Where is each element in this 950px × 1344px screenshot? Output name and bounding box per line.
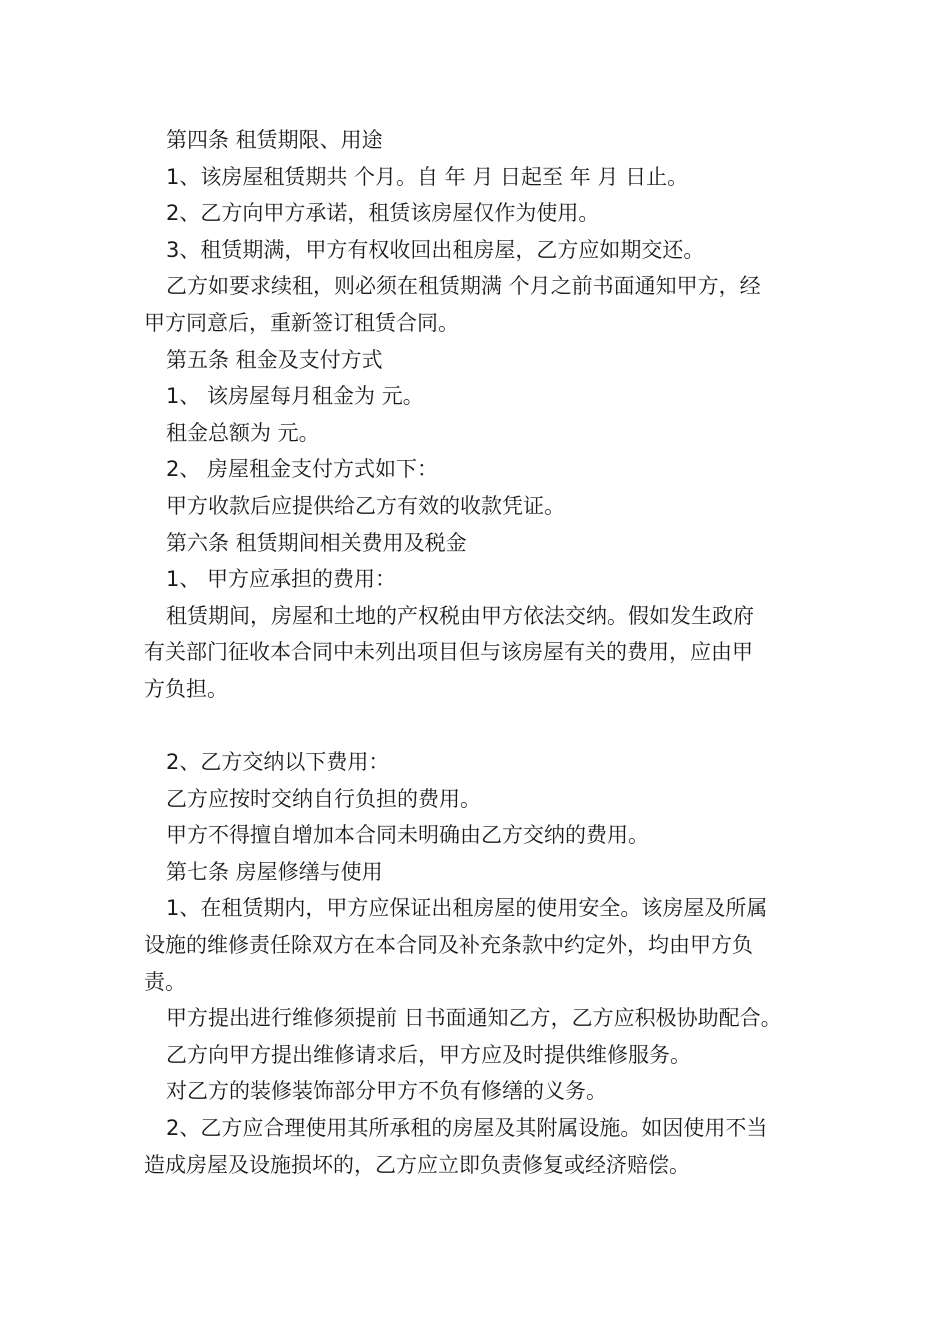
article-7-clause-1-line-3: 责。 (144, 969, 186, 994)
article-7-clause-1-line-2: 设施的维修责任除双方在本合同及补充条款中约定外，均由甲方负 (144, 933, 753, 958)
article-5-clause-2: 2、 房屋租金支付方式如下： (166, 457, 439, 482)
renewal-paragraph-line-1: 乙方如要求续租，则必须在租赁期满 个月之前书面通知甲方，经 (166, 274, 761, 299)
rent-total-line: 租金总额为 元。 (166, 420, 320, 445)
article-5-heading: 第五条 租金及支付方式 (166, 347, 383, 372)
article-6-clause-1: 1、 甲方应承担的费用： (166, 567, 397, 592)
article-4-clause-2: 2、乙方向甲方承诺，租赁该房屋仅作为使用。 (166, 201, 600, 226)
article-5-clause-1: 1、 该房屋每月租金为 元。 (166, 384, 424, 409)
article-7-clause-1-line-1: 1、在租赁期内，甲方应保证出租房屋的使用安全。该房屋及所属 (166, 896, 768, 921)
repair-notice-line: 甲方提出进行维修须提前 日书面通知乙方，乙方应积极协助配合。 (166, 1006, 782, 1031)
tax-paragraph-line-1: 租赁期间，房屋和土地的产权税由甲方依法交纳。假如发生政府 (166, 603, 754, 628)
article-6-heading: 第六条 租赁期间相关费用及税金 (166, 530, 467, 555)
receipt-line: 甲方收款后应提供给乙方有效的收款凭证。 (166, 493, 565, 518)
article-4-heading: 第四条 租赁期限、用途 (166, 128, 383, 152)
article-4-clause-1: 1、该房屋租赁期共 个月。自 年 月 日起至 年 月 日止。 (166, 164, 689, 189)
paragraph-spacer (144, 708, 814, 745)
document-body (144, 122, 814, 1183)
renewal-paragraph-line-2: 甲方同意后，重新签订租赁合同。 (144, 310, 459, 335)
article-7-heading: 第七条 房屋修缮与使用 (166, 859, 383, 884)
tax-paragraph-line-2: 有关部门征收本合同中未列出项目但与该房屋有关的费用，应由甲 (144, 640, 753, 665)
landlord-fees-line: 甲方不得擅自增加本合同未明确由乙方交纳的费用。 (166, 823, 649, 848)
article-6-clause-2: 2、乙方交纳以下费用： (166, 750, 390, 775)
repair-request-line: 乙方向甲方提出维修请求后，甲方应及时提供维修服务。 (166, 1042, 691, 1067)
article-7-clause-2-line-1: 2、乙方应合理使用其所承租的房屋及其附属设施。如因使用不当 (166, 1116, 768, 1141)
article-7-clause-2-line-2: 造成房屋及设施损坏的，乙方应立即负责修复或经济赔偿。 (144, 1152, 690, 1177)
decoration-line: 对乙方的装修装饰部分甲方不负有修缮的义务。 (166, 1079, 607, 1104)
tenant-fees-line: 乙方应按时交纳自行负担的费用。 (166, 786, 481, 811)
tax-paragraph-line-3: 方负担。 (144, 676, 228, 701)
article-4-clause-3: 3、租赁期满，甲方有权收回出租房屋，乙方应如期交还。 (166, 237, 705, 262)
